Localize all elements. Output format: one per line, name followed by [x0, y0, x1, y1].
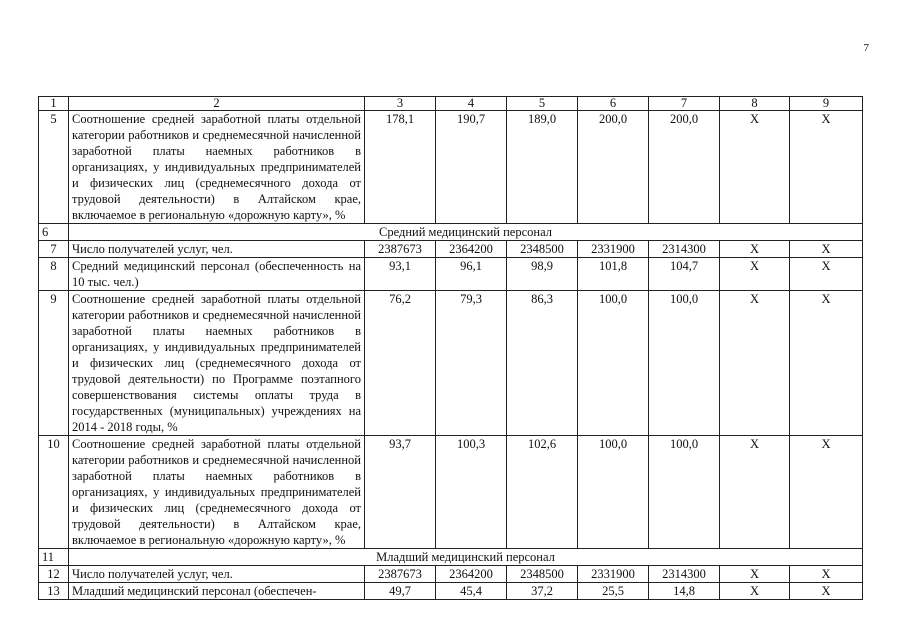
row-number: 7 [39, 241, 69, 258]
value-cell: 14,8 [649, 583, 720, 600]
header-cell: 3 [365, 97, 436, 111]
value-cell: X [720, 566, 790, 583]
row-number: 13 [39, 583, 69, 600]
page-number: 7 [863, 42, 869, 54]
table-row [39, 566, 863, 583]
indicator-description: Число получателей услуг, чел. [69, 566, 365, 583]
header-cell: 6 [578, 97, 649, 111]
section-title: Средний медицинский персонал [69, 224, 863, 241]
value-cell: 2387673 [365, 241, 436, 258]
value-cell: 100,0 [649, 436, 720, 549]
value-cell: 190,7 [436, 111, 507, 224]
indicator-description: Младший медицинский персонал (обеспечен- [69, 583, 365, 600]
header-cell: 8 [720, 97, 790, 111]
value-cell: X [790, 291, 863, 436]
value-cell: 96,1 [436, 258, 507, 291]
value-cell: 98,9 [507, 258, 578, 291]
value-cell: 2364200 [436, 241, 507, 258]
section-row [39, 549, 863, 566]
indicator-description: Соотношение средней заработной платы отдельной категории работников и среднемесячной начисленной заработной платы наемных работников в организациях, у индивидуальных предпринимателей и физических лиц (среднемесячного дохода от трудовой деятельности) в Алтайском крае, включаемое в региональную «дорожную карту», % [69, 111, 365, 224]
header-cell: 5 [507, 97, 578, 111]
row-number: 8 [39, 258, 69, 291]
value-cell: 2364200 [436, 566, 507, 583]
value-cell: 178,1 [365, 111, 436, 224]
table-row [39, 241, 863, 258]
table-row [39, 436, 863, 549]
value-cell: X [720, 436, 790, 549]
value-cell: X [790, 566, 863, 583]
table-row [39, 258, 863, 291]
header-cell: 9 [790, 97, 863, 111]
value-cell: X [790, 583, 863, 600]
value-cell: 45,4 [436, 583, 507, 600]
value-cell: X [720, 583, 790, 600]
value-cell: 100,0 [578, 291, 649, 436]
header-row [39, 97, 863, 111]
table-row [39, 291, 863, 436]
value-cell: 2314300 [649, 566, 720, 583]
value-cell: X [790, 241, 863, 258]
value-cell: X [720, 291, 790, 436]
value-cell: 86,3 [507, 291, 578, 436]
value-cell: 2348500 [507, 241, 578, 258]
row-number: 12 [39, 566, 69, 583]
indicator-description: Соотношение средней заработной платы отдельной категории работников и среднемесячной начисленной заработной платы наемных работников в организациях, у индивидуальных предпринимателей и физических лиц (среднемесячного дохода от трудовой деятельности) в Алтайском крае, включаемое в региональную «дорожную карту», % [69, 436, 365, 549]
row-number: 9 [39, 291, 69, 436]
value-cell: X [790, 111, 863, 224]
value-cell: 101,8 [578, 258, 649, 291]
value-cell: 37,2 [507, 583, 578, 600]
value-cell: 200,0 [649, 111, 720, 224]
row-number: 10 [39, 436, 69, 549]
value-cell: 76,2 [365, 291, 436, 436]
value-cell: 100,0 [578, 436, 649, 549]
value-cell: 2331900 [578, 566, 649, 583]
row-number: 5 [39, 111, 69, 224]
value-cell: 100,0 [649, 291, 720, 436]
value-cell: 49,7 [365, 583, 436, 600]
indicator-description: Число получателей услуг, чел. [69, 241, 365, 258]
value-cell: 93,7 [365, 436, 436, 549]
header-cell: 1 [39, 97, 69, 111]
value-cell: 79,3 [436, 291, 507, 436]
row-number: 6 [39, 224, 69, 241]
value-cell: 100,3 [436, 436, 507, 549]
value-cell: 104,7 [649, 258, 720, 291]
value-cell: 93,1 [365, 258, 436, 291]
value-cell: 189,0 [507, 111, 578, 224]
indicator-description: Соотношение средней заработной платы отдельной категории работников и среднемесячной начисленной заработной платы наемных работников в организациях, у индивидуальных предпринимателей и физических лиц (среднемесячного дохода от трудовой деятельности) по Программе поэтапного совершенствования системы оплаты труда в государственных (муниципальных) учреждениях на 2014 - 2018 годы, % [69, 291, 365, 436]
value-cell: X [720, 258, 790, 291]
table-row [39, 111, 863, 224]
value-cell: X [720, 111, 790, 224]
value-cell: 2348500 [507, 566, 578, 583]
table-row [39, 583, 863, 600]
value-cell: 200,0 [578, 111, 649, 224]
value-cell: 102,6 [507, 436, 578, 549]
value-cell: 2331900 [578, 241, 649, 258]
value-cell: X [720, 241, 790, 258]
value-cell: 25,5 [578, 583, 649, 600]
header-cell: 2 [69, 97, 365, 111]
section-title: Младший медицинский персонал [69, 549, 863, 566]
row-number: 11 [39, 549, 69, 566]
indicator-description: Средний медицинский персонал (обеспеченность на 10 тыс. чел.) [69, 258, 365, 291]
value-cell: 2387673 [365, 566, 436, 583]
value-cell: X [790, 258, 863, 291]
value-cell: X [790, 436, 863, 549]
header-cell: 4 [436, 97, 507, 111]
table-body [39, 97, 863, 600]
header-cell: 7 [649, 97, 720, 111]
indicators-table [38, 96, 863, 600]
section-row [39, 224, 863, 241]
value-cell: 2314300 [649, 241, 720, 258]
